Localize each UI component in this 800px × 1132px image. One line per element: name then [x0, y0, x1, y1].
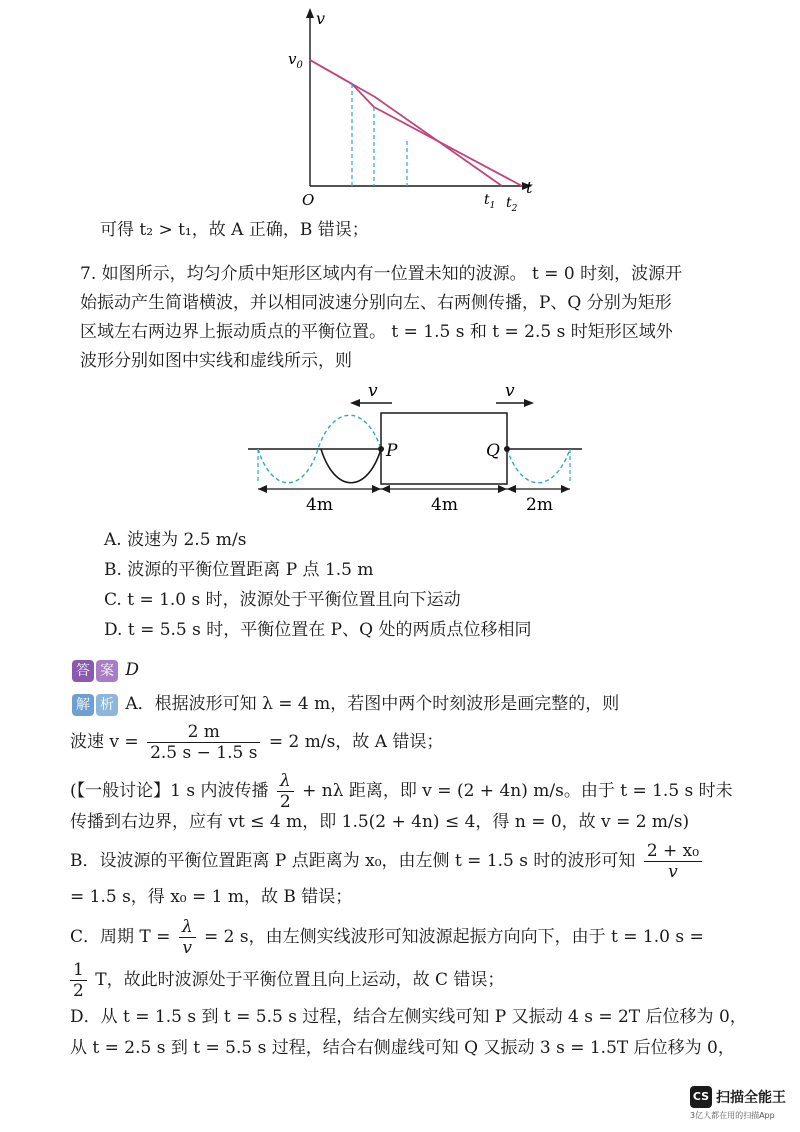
t1-label: $t_1$	[484, 192, 496, 211]
point-q-label: Q	[486, 441, 500, 461]
analysis-line-4: 传播到右边界，应有 vt ≤ 4 m，即 1.5(2 + 4n) ≤ 4，得 n = 0，故 v = 2 m/s)	[70, 812, 690, 832]
analysis-line-3: (【一般讨论】1 s 内波传播 $\frac{\lambda}{2}$ + nλ 距离，即 v = (2 + 4n) m/s。由于 t = 1.5 s 时未	[70, 771, 733, 812]
option-c: C. t = 1.0 s 时，波源处于平衡位置且向下运动	[104, 590, 461, 610]
option-b: B. 波源的平衡位置距离 P 点 1.5 m	[104, 560, 374, 580]
analysis-line-9: D．从 t = 1.5 s 到 t = 5.5 s 过程，结合左侧实线可知 P 又振动 4 s = 2T 后位移为 0，	[70, 1007, 747, 1027]
analysis-badge: 解	[72, 694, 94, 716]
vt-graph	[280, 0, 550, 215]
answer-row	[72, 658, 139, 682]
dim-right: 2m	[526, 495, 553, 515]
v-axis-label: v	[316, 9, 326, 28]
answer-badge: 答	[72, 660, 94, 682]
question-line-4: 波形分别如图中实线和虚线所示，则	[80, 351, 352, 371]
dim-left: 4m	[306, 495, 333, 515]
dim-middle: 4m	[431, 495, 458, 515]
question-line-2: 始振动产生简谐横波，并以相同波速分别向左、右两侧传播，P、Q 分别为矩形	[80, 293, 672, 313]
t-axis-label: t	[526, 178, 533, 197]
point-p-label: P	[386, 441, 398, 461]
previous-conclusion: 可得 t₂ > t₁，故 A 正确，B 错误；	[100, 220, 369, 240]
analysis-line-2: 波速 v = $\frac{2 m}{2.5 s - 1.5 s}$ = 2 m/s，故 A 错误；	[70, 722, 444, 763]
answer-badge-2: 案	[96, 660, 118, 682]
cs-logo: CS	[690, 1086, 712, 1108]
watermark-name: 扫描全能王	[716, 1090, 786, 1106]
analysis-line-1: 解 析 A．根据波形可知 λ = 4 m，若图中两个时刻波形是画完整的，则	[72, 692, 619, 716]
scanner-watermark	[690, 1084, 795, 1124]
analysis-line-6: = 1.5 s，得 x₀ = 1 m，故 B 错误；	[70, 887, 353, 907]
question-line-1: 7. 如图所示，均匀介质中矩形区域内有一位置未知的波源。 t = 0 时刻，波源开	[80, 264, 683, 284]
analysis-line-8: $\frac{1}{2}$ T，故此时波源处于平衡位置且向上运动，故 C 错误；	[70, 960, 504, 1001]
option-d: D. t = 5.5 s 时，平衡位置在 P、Q 处的两质点位移相同	[104, 620, 532, 640]
v-left-label: v	[368, 381, 378, 401]
v-right-label: v	[505, 381, 515, 401]
t2-label: $t_2$	[506, 195, 518, 214]
analysis-badge-2: 析	[96, 694, 118, 716]
origin-label: O	[302, 191, 315, 209]
analysis-line-5: B．设波源的平衡位置距离 P 点距离为 x₀，由左侧 t = 1.5 s 时的波形可知 $\frac{\text{2 + x₀}}{v}$	[70, 841, 705, 882]
question-line-3: 区域左右两边界上振动质点的平衡位置。 t = 1.5 s 和 t = 2.5 s 时矩形区域外	[80, 322, 673, 342]
option-a: A. 波速为 2.5 m/s	[104, 530, 247, 550]
answer-value: D	[125, 660, 140, 680]
v0-label: $v_0$	[288, 50, 303, 71]
analysis-line-7: C．周期 T = $\frac{\lambda}{v}$ = 2 s，由左侧实线波形可知波源起振方向向下，由于 t = 1.0 s =	[70, 917, 704, 958]
wave-figure	[240, 378, 590, 518]
watermark-tagline: 3亿人都在用的扫描App	[690, 1111, 775, 1120]
analysis-line-10: 从 t = 2.5 s 到 t = 5.5 s 过程，结合右侧虚线可知 Q 又振动 3 s = 1.5T 后位移为 0，	[70, 1038, 735, 1058]
